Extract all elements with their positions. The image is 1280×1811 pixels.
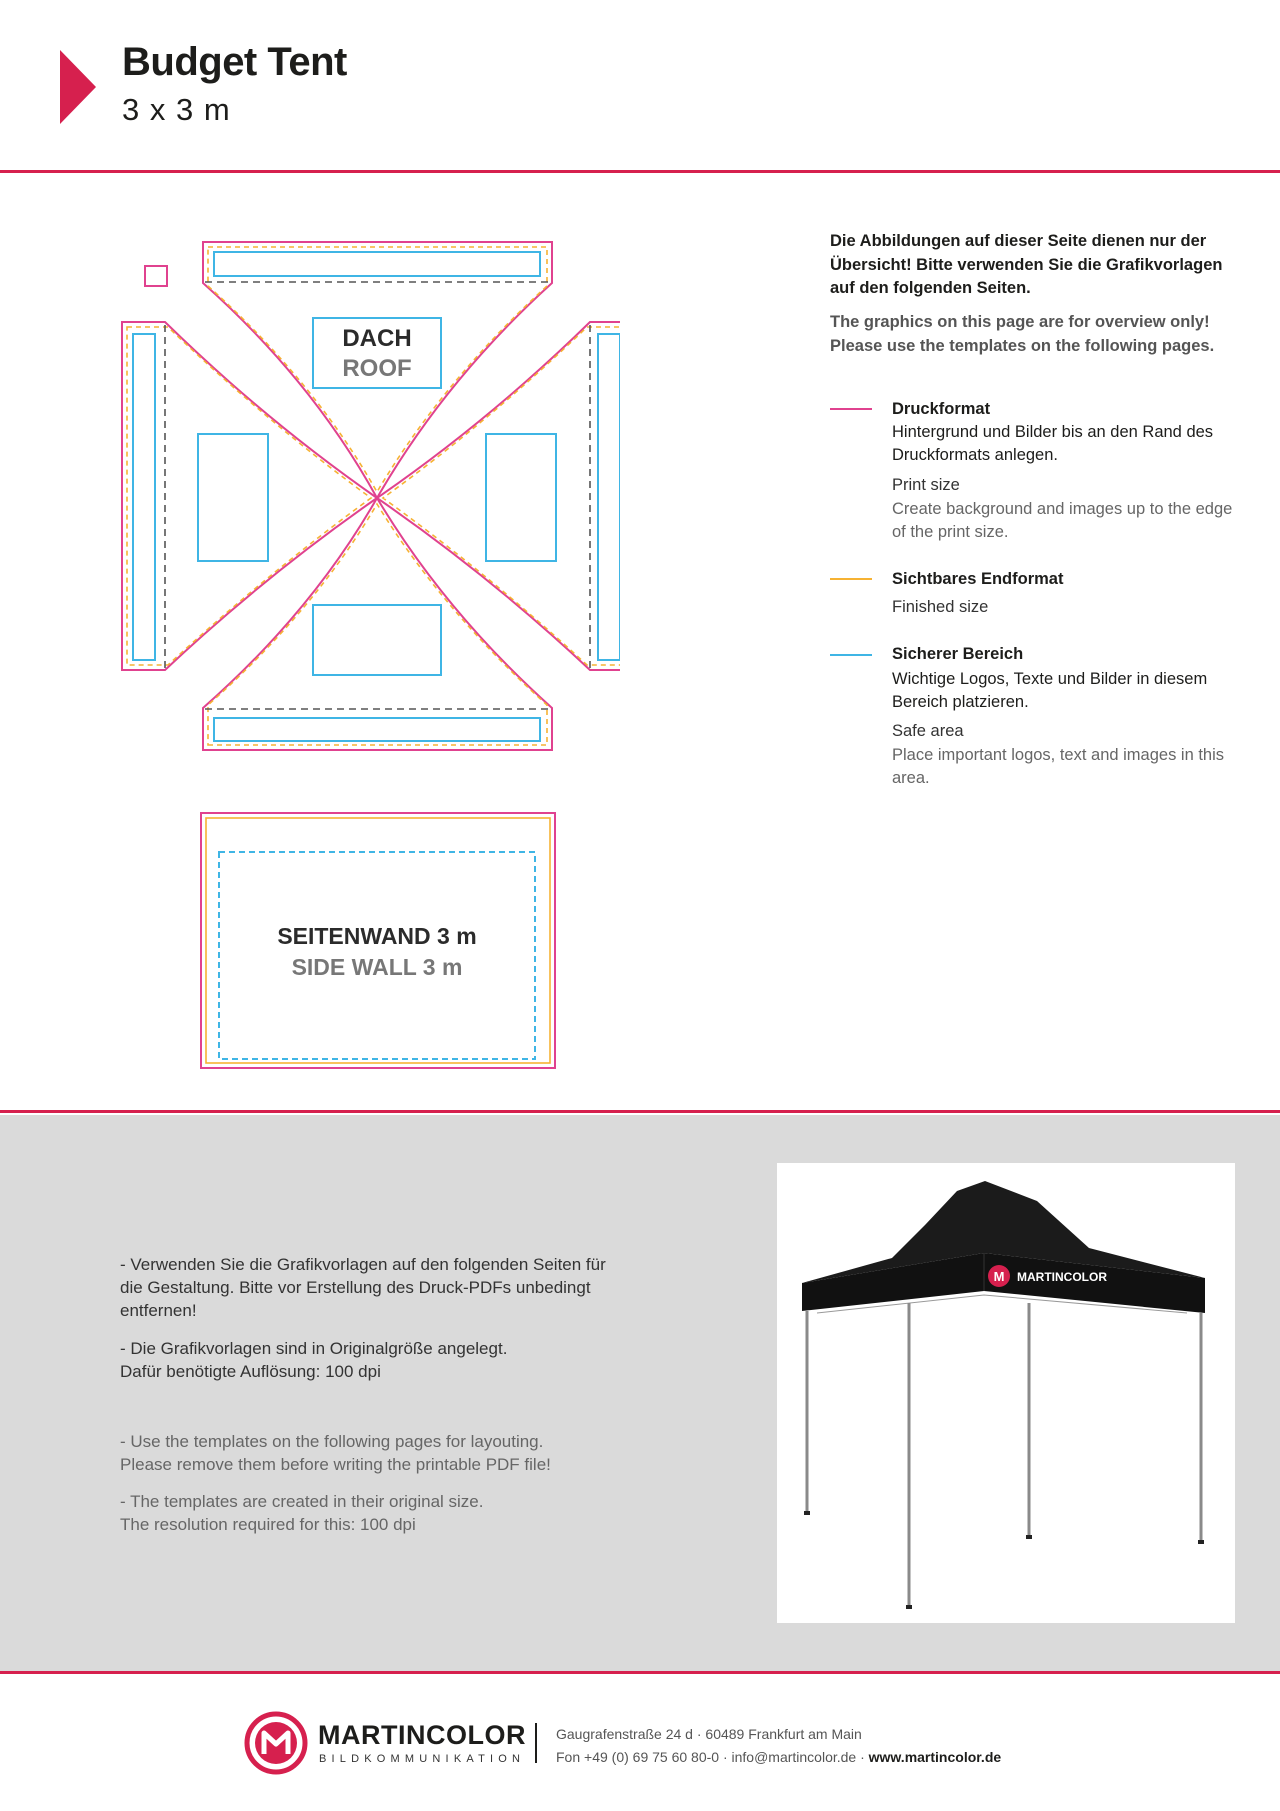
overview-note-en: The graphics on this page are for overview only! Please use the templates on the following pages. [830,313,1215,355]
tent-brand-text: MARTINCOLOR [1017,1270,1107,1284]
legend-safe-area-title: Sicherer Bereich [892,645,1024,663]
document-title: Budget Tent [122,40,347,84]
legend-safe-area-text-en: Place important logos, text and images in this area. [892,746,1225,787]
legend-finished-size-title-en: Finished size [892,598,989,616]
document-subtitle: 3 x 3 m [122,92,231,127]
legend-safe-area-title-en: Safe area [892,722,964,740]
band-top-divider [0,1110,1280,1113]
side-wall-label-de: SEITENWAND 3 m [277,923,477,949]
footer-website-link[interactable]: www.martincolor.de [868,1749,1002,1765]
legend-print-size-title: Druckformat [892,400,991,418]
side-wall-label-en: SIDE WALL 3 m [291,954,463,980]
svg-text:M: M [993,1269,1005,1284]
tent-photo [777,1163,1235,1623]
legend-print-size-title-en: Print size [892,476,960,494]
print-size-swatch [830,408,872,410]
small-marker-square [145,266,167,286]
legend-safe-area-text: Wichtige Logos, Texte und Bilder in diesem Bereich platzieren. [892,670,1208,711]
footer-brand-name: MARTINCOLOR [318,1720,526,1750]
footer-vertical-divider [535,1723,537,1763]
info-en-item-2: - The templates are created in their original size. The resolution required for this: 100 dpi [120,1492,484,1534]
safe-area-swatch [830,654,872,656]
roof-label-de: DACH [342,325,412,352]
info-de-item-1: - Verwenden Sie die Grafikvorlagen auf den folgenden Seiten für die Gestaltung. Bitte vor Erstellung des Druck-PDFs unbedingt entfernen! [120,1255,606,1320]
finished-size-swatch [830,578,872,580]
martincolor-logo-icon [244,1711,308,1775]
footer-tagline: BILDKOMMUNIKATION [319,1753,526,1765]
roof-label-en: ROOF [342,355,412,382]
footer-contact [556,1749,1001,1765]
footer-contact-text: Fon +49 (0) 69 75 60 80-0 · info@martincolor.de · [556,1749,869,1765]
legend-finished-size-title: Sichtbares Endformat [892,570,1064,588]
legend-print-size-text: Hintergrund und Bilder bis an den Rand des Druckformats anlegen. [892,423,1214,464]
overview-note-de: Die Abbildungen auf dieser Seite dienen nur der Übersicht! Bitte verwenden Sie die Grafikvorlagen auf den folgenden Seiten. [830,232,1223,297]
info-de-item-2: - Die Grafikvorlagen sind in Originalgröße angelegt. Dafür benötigte Auflösung: 100 dpi [120,1339,508,1381]
legend-print-size-text-en: Create background and images up to the edge of the print size. [892,500,1233,541]
footer-address: Gaugrafenstraße 24 d · 60489 Frankfurt am Main [556,1726,862,1742]
footer-divider-line [0,1671,1280,1674]
info-en-item-1: - Use the templates on the following pages for layouting. Please remove them before writing the printable PDF file! [120,1432,551,1474]
template-overview-drawing [0,0,620,1100]
